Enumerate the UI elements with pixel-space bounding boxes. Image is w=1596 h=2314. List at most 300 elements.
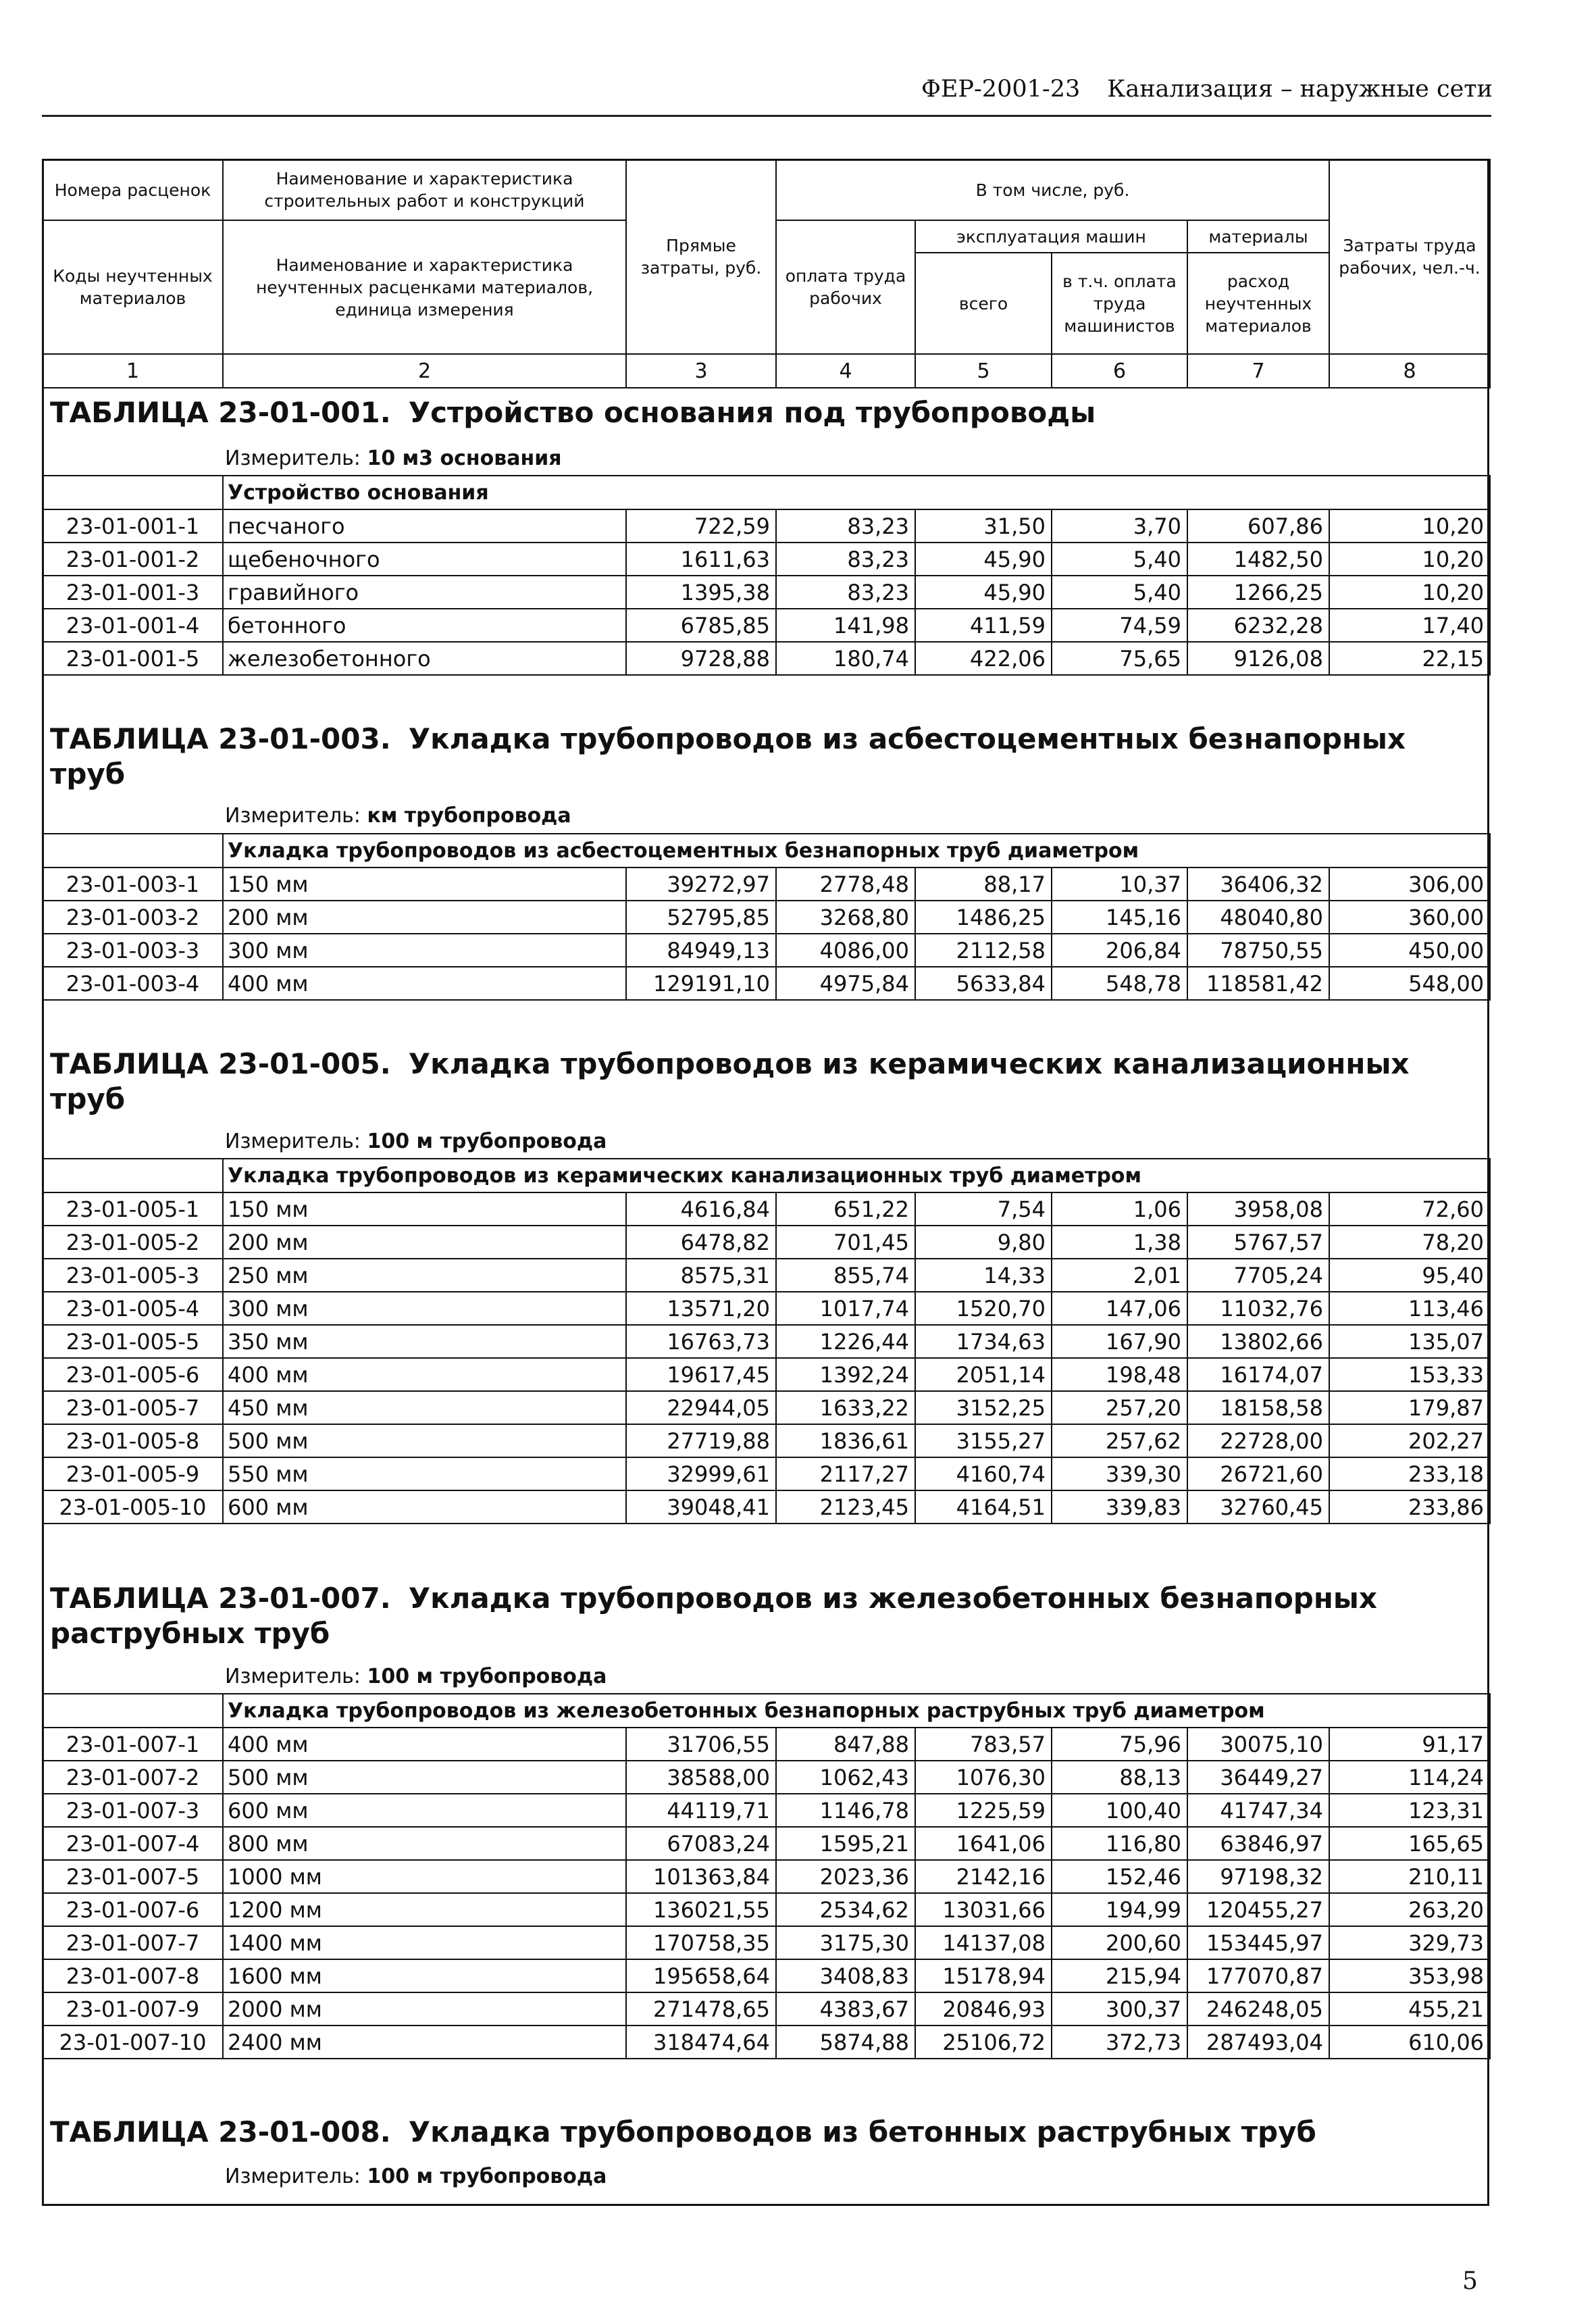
labor-hours-cell: 72,60 [1329, 1192, 1490, 1226]
table-row [43, 967, 1490, 1000]
materials-cost-cell: 16174,07 [1187, 1358, 1329, 1391]
table-heading-continued: труб [50, 1082, 126, 1115]
materials-cost-cell: 7705,24 [1187, 1259, 1329, 1292]
direct-cost-cell: 1395,38 [626, 576, 776, 609]
machinist-pay-cell: 100,40 [1052, 1794, 1187, 1827]
header-rate-numbers: Номера расценок [43, 159, 223, 220]
direct-cost-cell: 84949,13 [626, 934, 776, 967]
measure-label: Измеритель: [225, 1665, 361, 1688]
labor-hours-cell: 179,87 [1329, 1391, 1490, 1424]
subheading-spacer [43, 1159, 223, 1192]
machinist-pay-cell: 74,59 [1052, 609, 1187, 642]
column-number: 8 [1329, 354, 1490, 388]
machinist-pay-cell: 147,06 [1052, 1292, 1187, 1325]
machine-cost-cell: 1734,63 [915, 1325, 1052, 1358]
rate-code-cell: 23-01-007-9 [43, 1992, 223, 2026]
header-machines-total: всего [915, 253, 1052, 354]
table-title [50, 722, 1475, 792]
table-row [43, 509, 1490, 543]
machine-cost-cell: 1225,59 [915, 1794, 1052, 1827]
materials-cost-cell: 9126,08 [1187, 642, 1329, 675]
machinist-pay-cell: 548,78 [1052, 967, 1187, 1000]
rates-table-23-01-005 [42, 1158, 1491, 1524]
labor-hours-cell: 123,31 [1329, 1794, 1490, 1827]
rate-code-cell: 23-01-007-2 [43, 1761, 223, 1794]
work-name-cell: 1000 мм [223, 1860, 626, 1893]
direct-cost-cell: 39048,41 [626, 1490, 776, 1524]
labor-hours-cell: 202,27 [1329, 1424, 1490, 1457]
worker-pay-cell: 2117,27 [776, 1457, 915, 1490]
machine-cost-cell: 4160,74 [915, 1457, 1052, 1490]
table-heading: Устройство основания под трубопроводы [408, 396, 1096, 429]
direct-cost-cell: 13571,20 [626, 1292, 776, 1325]
column-number: 7 [1187, 354, 1329, 388]
materials-cost-cell: 30075,10 [1187, 1728, 1329, 1761]
labor-hours-cell: 113,46 [1329, 1292, 1490, 1325]
machine-cost-cell: 88,17 [915, 867, 1052, 901]
worker-pay-cell: 5874,88 [776, 2026, 915, 2059]
machine-cost-cell: 4164,51 [915, 1490, 1052, 1524]
worker-pay-cell: 1226,44 [776, 1325, 915, 1358]
table-row [43, 1457, 1490, 1490]
rate-code-cell: 23-01-007-7 [43, 1926, 223, 1959]
work-name-cell: 800 мм [223, 1827, 626, 1860]
table-heading-continued: труб [50, 757, 126, 790]
machinist-pay-cell: 215,94 [1052, 1959, 1187, 1992]
labor-hours-cell: 10,20 [1329, 576, 1490, 609]
labor-hours-cell: 263,20 [1329, 1893, 1490, 1926]
rate-code-cell: 23-01-001-4 [43, 609, 223, 642]
direct-cost-cell: 39272,97 [626, 867, 776, 901]
direct-cost-cell: 44119,71 [626, 1794, 776, 1827]
rate-code-cell: 23-01-001-1 [43, 509, 223, 543]
table-row [43, 1391, 1490, 1424]
direct-cost-cell: 52795,85 [626, 901, 776, 934]
direct-cost-cell: 22944,05 [626, 1391, 776, 1424]
table-measure [225, 1663, 607, 1690]
rate-code-cell: 23-01-005-8 [43, 1424, 223, 1457]
header-including-group: В том числе, руб. [776, 159, 1329, 220]
machine-cost-cell: 31,50 [915, 509, 1052, 543]
machinist-pay-cell: 339,83 [1052, 1490, 1187, 1524]
table-heading: Укладка трубопроводов из бетонных раструбных труб [408, 2115, 1316, 2148]
worker-pay-cell: 83,23 [776, 543, 915, 576]
table-title [50, 2115, 1475, 2150]
machine-cost-cell: 25106,72 [915, 2026, 1052, 2059]
materials-cost-cell: 1266,25 [1187, 576, 1329, 609]
machinist-pay-cell: 257,20 [1052, 1391, 1187, 1424]
rate-code-cell: 23-01-007-3 [43, 1794, 223, 1827]
header-material-names: Наименование и характеристика неучтенных расценками материалов, единица измерения [223, 220, 626, 354]
materials-cost-cell: 120455,27 [1187, 1893, 1329, 1926]
subheading-spacer [43, 834, 223, 867]
table-title [50, 395, 1475, 430]
work-name-cell: 150 мм [223, 867, 626, 901]
table-code: ТАБЛИЦА 23-01-007. [50, 1582, 391, 1615]
subheading-text: Укладка трубопроводов из асбестоцементных безнапорных труб диаметром [223, 834, 1490, 867]
header-direct-costs: Прямые затраты, руб. [626, 159, 776, 354]
table-row [43, 1860, 1490, 1893]
rate-code-cell: 23-01-005-6 [43, 1358, 223, 1391]
rate-code-cell: 23-01-005-7 [43, 1391, 223, 1424]
rate-code-cell: 23-01-007-8 [43, 1959, 223, 1992]
table-code: ТАБЛИЦА 23-01-003. [50, 722, 391, 755]
column-number: 1 [43, 354, 223, 388]
machinist-pay-cell: 167,90 [1052, 1325, 1187, 1358]
machinist-pay-cell: 372,73 [1052, 2026, 1187, 2059]
worker-pay-cell: 4975,84 [776, 967, 915, 1000]
worker-pay-cell: 1017,74 [776, 1292, 915, 1325]
machinist-pay-cell: 88,13 [1052, 1761, 1187, 1794]
labor-hours-cell: 91,17 [1329, 1728, 1490, 1761]
machine-cost-cell: 9,80 [915, 1226, 1052, 1259]
worker-pay-cell: 180,74 [776, 642, 915, 675]
table-heading: Укладка трубопроводов из керамических канализационных [408, 1047, 1410, 1080]
machinist-pay-cell: 300,37 [1052, 1992, 1187, 2026]
rate-code-cell: 23-01-007-5 [43, 1860, 223, 1893]
worker-pay-cell: 4086,00 [776, 934, 915, 967]
work-name-cell: 350 мм [223, 1325, 626, 1358]
subheading-text: Укладка трубопроводов из керамических канализационных труб диаметром [223, 1159, 1490, 1192]
work-name-cell: 500 мм [223, 1761, 626, 1794]
work-name-cell: 1600 мм [223, 1959, 626, 1992]
header-worker-pay: оплата труда рабочих [776, 220, 915, 354]
rate-code-cell: 23-01-005-10 [43, 1490, 223, 1524]
direct-cost-cell: 16763,73 [626, 1325, 776, 1358]
machine-cost-cell: 14137,08 [915, 1926, 1052, 1959]
machinist-pay-cell: 116,80 [1052, 1827, 1187, 1860]
table-row [43, 1192, 1490, 1226]
machine-cost-cell: 7,54 [915, 1192, 1052, 1226]
labor-hours-cell: 114,24 [1329, 1761, 1490, 1794]
header-rule [42, 115, 1491, 117]
direct-cost-cell: 136021,55 [626, 1893, 776, 1926]
machine-cost-cell: 14,33 [915, 1259, 1052, 1292]
rate-code-cell: 23-01-003-4 [43, 967, 223, 1000]
table-code: ТАБЛИЦА 23-01-008. [50, 2115, 391, 2148]
worker-pay-cell: 1062,43 [776, 1761, 915, 1794]
rate-code-cell: 23-01-003-2 [43, 901, 223, 934]
direct-cost-cell: 101363,84 [626, 1860, 776, 1893]
materials-cost-cell: 287493,04 [1187, 2026, 1329, 2059]
machinist-pay-cell: 1,38 [1052, 1226, 1187, 1259]
subheading-text: Устройство основания [223, 476, 1490, 509]
header-work-name: Наименование и характеристика строительных работ и конструкций [223, 159, 626, 220]
worker-pay-cell: 2778,48 [776, 867, 915, 901]
header-machinist-pay: в т.ч. оплата труда машинистов [1052, 253, 1187, 354]
work-name-cell: песчаного [223, 509, 626, 543]
labor-hours-cell: 210,11 [1329, 1860, 1490, 1893]
table-code: ТАБЛИЦА 23-01-001. [50, 396, 391, 429]
measure-label: Измеритель: [225, 2165, 361, 2188]
table-row [43, 1794, 1490, 1827]
table-row [43, 1926, 1490, 1959]
table-row [43, 1992, 1490, 2026]
direct-cost-cell: 4616,84 [626, 1192, 776, 1226]
machine-cost-cell: 3152,25 [915, 1391, 1052, 1424]
labor-hours-cell: 360,00 [1329, 901, 1490, 934]
rate-code-cell: 23-01-007-10 [43, 2026, 223, 2059]
worker-pay-cell: 701,45 [776, 1226, 915, 1259]
machinist-pay-cell: 206,84 [1052, 934, 1187, 967]
direct-cost-cell: 6785,85 [626, 609, 776, 642]
direct-cost-cell: 195658,64 [626, 1959, 776, 1992]
labor-hours-cell: 22,15 [1329, 642, 1490, 675]
worker-pay-cell: 1836,61 [776, 1424, 915, 1457]
rates-table-23-01-007 [42, 1693, 1491, 2059]
rate-code-cell: 23-01-003-3 [43, 934, 223, 967]
machine-cost-cell: 3155,27 [915, 1424, 1052, 1457]
table-row [43, 867, 1490, 901]
table-row [43, 901, 1490, 934]
materials-cost-cell: 26721,60 [1187, 1457, 1329, 1490]
machinist-pay-cell: 3,70 [1052, 509, 1187, 543]
work-name-cell: гравийного [223, 576, 626, 609]
worker-pay-cell: 847,88 [776, 1728, 915, 1761]
measure-unit: 100 м трубопровода [367, 1130, 607, 1153]
materials-cost-cell: 3958,08 [1187, 1192, 1329, 1226]
machine-cost-cell: 411,59 [915, 609, 1052, 642]
subheading-spacer [43, 476, 223, 509]
materials-cost-cell: 41747,34 [1187, 1794, 1329, 1827]
labor-hours-cell: 10,20 [1329, 543, 1490, 576]
work-name-cell: 250 мм [223, 1259, 626, 1292]
measure-label: Измеритель: [225, 1130, 361, 1153]
table-heading: Укладка трубопроводов из асбестоцементных безнапорных [408, 722, 1406, 755]
materials-cost-cell: 32760,45 [1187, 1490, 1329, 1524]
materials-cost-cell: 11032,76 [1187, 1292, 1329, 1325]
labor-hours-cell: 135,07 [1329, 1325, 1490, 1358]
table-row [43, 1761, 1490, 1794]
table-code: ТАБЛИЦА 23-01-005. [50, 1047, 391, 1080]
measure-unit: 100 м трубопровода [367, 2165, 607, 2188]
machine-cost-cell: 1076,30 [915, 1761, 1052, 1794]
document-code: ФЕР-2001-23 [921, 76, 1081, 103]
work-name-cell: железобетонного [223, 642, 626, 675]
machine-cost-cell: 2112,58 [915, 934, 1052, 967]
table-row [43, 1358, 1490, 1391]
machine-cost-cell: 1641,06 [915, 1827, 1052, 1860]
machine-cost-cell: 5633,84 [915, 967, 1052, 1000]
table-heading-continued: раструбных труб [50, 1617, 330, 1650]
subheading-row [43, 1694, 1490, 1728]
column-number: 2 [223, 354, 626, 388]
labor-hours-cell: 233,86 [1329, 1490, 1490, 1524]
header-unaccounted-materials: расход неучтенных материалов [1187, 253, 1329, 354]
work-name-cell: 550 мм [223, 1457, 626, 1490]
machinist-pay-cell: 5,40 [1052, 543, 1187, 576]
worker-pay-cell: 651,22 [776, 1192, 915, 1226]
materials-cost-cell: 5767,57 [1187, 1226, 1329, 1259]
subheading-text: Укладка трубопроводов из железобетонных безнапорных раструбных труб диаметром [223, 1694, 1490, 1728]
materials-cost-cell: 177070,87 [1187, 1959, 1329, 1992]
direct-cost-cell: 9728,88 [626, 642, 776, 675]
worker-pay-cell: 1146,78 [776, 1794, 915, 1827]
labor-hours-cell: 153,33 [1329, 1358, 1490, 1391]
work-name-cell: 2000 мм [223, 1992, 626, 2026]
machinist-pay-cell: 5,40 [1052, 576, 1187, 609]
materials-cost-cell: 48040,80 [1187, 901, 1329, 934]
direct-cost-cell: 19617,45 [626, 1358, 776, 1391]
table-row [43, 642, 1490, 675]
table-title [50, 1047, 1475, 1117]
direct-cost-cell: 722,59 [626, 509, 776, 543]
table-row [43, 1259, 1490, 1292]
worker-pay-cell: 83,23 [776, 576, 915, 609]
header-materials: материалы [1187, 220, 1329, 253]
table-row [43, 1292, 1490, 1325]
direct-cost-cell: 129191,10 [626, 967, 776, 1000]
machinist-pay-cell: 257,62 [1052, 1424, 1187, 1457]
materials-cost-cell: 6232,28 [1187, 609, 1329, 642]
machinist-pay-cell: 1,06 [1052, 1192, 1187, 1226]
column-number: 6 [1052, 354, 1187, 388]
rate-code-cell: 23-01-003-1 [43, 867, 223, 901]
machinist-pay-cell: 2,01 [1052, 1259, 1187, 1292]
direct-cost-cell: 27719,88 [626, 1424, 776, 1457]
worker-pay-cell: 1595,21 [776, 1827, 915, 1860]
table-measure [225, 445, 561, 472]
table-row [43, 1490, 1490, 1524]
labor-hours-cell: 17,40 [1329, 609, 1490, 642]
work-name-cell: 1200 мм [223, 1893, 626, 1926]
direct-cost-cell: 318474,64 [626, 2026, 776, 2059]
worker-pay-cell: 83,23 [776, 509, 915, 543]
direct-cost-cell: 1611,63 [626, 543, 776, 576]
labor-hours-cell: 353,98 [1329, 1959, 1490, 1992]
header-labor-hours: Затраты труда рабочих, чел.-ч. [1329, 159, 1490, 354]
rate-code-cell: 23-01-001-5 [43, 642, 223, 675]
labor-hours-cell: 78,20 [1329, 1226, 1490, 1259]
machine-cost-cell: 45,90 [915, 576, 1052, 609]
column-header-table [42, 159, 1491, 388]
table-row [43, 1827, 1490, 1860]
materials-cost-cell: 1482,50 [1187, 543, 1329, 576]
rate-code-cell: 23-01-005-3 [43, 1259, 223, 1292]
work-name-cell: 400 мм [223, 967, 626, 1000]
rate-code-cell: 23-01-007-4 [43, 1827, 223, 1860]
worker-pay-cell: 3175,30 [776, 1926, 915, 1959]
work-name-cell: 500 мм [223, 1424, 626, 1457]
direct-cost-cell: 8575,31 [626, 1259, 776, 1292]
materials-cost-cell: 246248,05 [1187, 1992, 1329, 2026]
work-name-cell: 300 мм [223, 1292, 626, 1325]
rate-code-cell: 23-01-005-9 [43, 1457, 223, 1490]
work-name-cell: щебеночного [223, 543, 626, 576]
machinist-pay-cell: 152,46 [1052, 1860, 1187, 1893]
materials-cost-cell: 153445,97 [1187, 1926, 1329, 1959]
materials-cost-cell: 63846,97 [1187, 1827, 1329, 1860]
labor-hours-cell: 306,00 [1329, 867, 1490, 901]
labor-hours-cell: 165,65 [1329, 1827, 1490, 1860]
worker-pay-cell: 1392,24 [776, 1358, 915, 1391]
subheading-row [43, 834, 1490, 867]
machinist-pay-cell: 194,99 [1052, 1893, 1187, 1926]
machine-cost-cell: 15178,94 [915, 1959, 1052, 1992]
table-row [43, 2026, 1490, 2059]
table-row [43, 1424, 1490, 1457]
labor-hours-cell: 455,21 [1329, 1992, 1490, 2026]
table-row [43, 934, 1490, 967]
machinist-pay-cell: 75,65 [1052, 642, 1187, 675]
subheading-spacer [43, 1694, 223, 1728]
work-name-cell: 1400 мм [223, 1926, 626, 1959]
worker-pay-cell: 3268,80 [776, 901, 915, 934]
rates-table-23-01-003 [42, 833, 1491, 1001]
rate-code-cell: 23-01-005-4 [43, 1292, 223, 1325]
work-name-cell: 200 мм [223, 1226, 626, 1259]
work-name-cell: 600 мм [223, 1794, 626, 1827]
labor-hours-cell: 329,73 [1329, 1926, 1490, 1959]
page-number: 5 [1462, 2267, 1478, 2295]
measure-unit: 10 м3 основания [367, 447, 562, 470]
materials-cost-cell: 22728,00 [1187, 1424, 1329, 1457]
labor-hours-cell: 450,00 [1329, 934, 1490, 967]
table-row [43, 1325, 1490, 1358]
measure-label: Измеритель: [225, 804, 361, 828]
work-name-cell: 450 мм [223, 1391, 626, 1424]
direct-cost-cell: 32999,61 [626, 1457, 776, 1490]
measure-unit: км трубопровода [367, 804, 571, 828]
table-row [43, 543, 1490, 576]
machine-cost-cell: 13031,66 [915, 1893, 1052, 1926]
subheading-row [43, 1159, 1490, 1192]
measure-label: Измеритель: [225, 447, 361, 470]
measure-unit: 100 м трубопровода [367, 1665, 607, 1688]
direct-cost-cell: 6478,82 [626, 1226, 776, 1259]
machinist-pay-cell: 200,60 [1052, 1926, 1187, 1959]
rate-code-cell: 23-01-005-2 [43, 1226, 223, 1259]
direct-cost-cell: 170758,35 [626, 1926, 776, 1959]
rate-code-cell: 23-01-001-3 [43, 576, 223, 609]
machine-cost-cell: 1486,25 [915, 901, 1052, 934]
worker-pay-cell: 4383,67 [776, 1992, 915, 2026]
worker-pay-cell: 141,98 [776, 609, 915, 642]
rate-code-cell: 23-01-005-1 [43, 1192, 223, 1226]
materials-cost-cell: 18158,58 [1187, 1391, 1329, 1424]
worker-pay-cell: 855,74 [776, 1259, 915, 1292]
column-number: 5 [915, 354, 1052, 388]
header-machine-operation: эксплуатация машин [915, 220, 1187, 253]
materials-cost-cell: 118581,42 [1187, 967, 1329, 1000]
machinist-pay-cell: 145,16 [1052, 901, 1187, 934]
machinist-pay-cell: 198,48 [1052, 1358, 1187, 1391]
column-number: 4 [776, 354, 915, 388]
work-name-cell: 2400 мм [223, 2026, 626, 2059]
materials-cost-cell: 13802,66 [1187, 1325, 1329, 1358]
machinist-pay-cell: 75,96 [1052, 1728, 1187, 1761]
materials-cost-cell: 607,86 [1187, 509, 1329, 543]
labor-hours-cell: 10,20 [1329, 509, 1490, 543]
worker-pay-cell: 1633,22 [776, 1391, 915, 1424]
machine-cost-cell: 1520,70 [915, 1292, 1052, 1325]
machine-cost-cell: 783,57 [915, 1728, 1052, 1761]
materials-cost-cell: 36406,32 [1187, 867, 1329, 901]
machine-cost-cell: 422,06 [915, 642, 1052, 675]
rate-code-cell: 23-01-007-1 [43, 1728, 223, 1761]
materials-cost-cell: 97198,32 [1187, 1860, 1329, 1893]
table-measure [225, 1128, 607, 1155]
table-row [43, 576, 1490, 609]
rate-code-cell: 23-01-001-2 [43, 543, 223, 576]
direct-cost-cell: 31706,55 [626, 1728, 776, 1761]
rate-code-cell: 23-01-005-5 [43, 1325, 223, 1358]
rates-table-23-01-001 [42, 475, 1491, 676]
labor-hours-cell: 233,18 [1329, 1457, 1490, 1490]
table-title [50, 1581, 1475, 1651]
table-row [43, 1728, 1490, 1761]
worker-pay-cell: 3408,83 [776, 1959, 915, 1992]
